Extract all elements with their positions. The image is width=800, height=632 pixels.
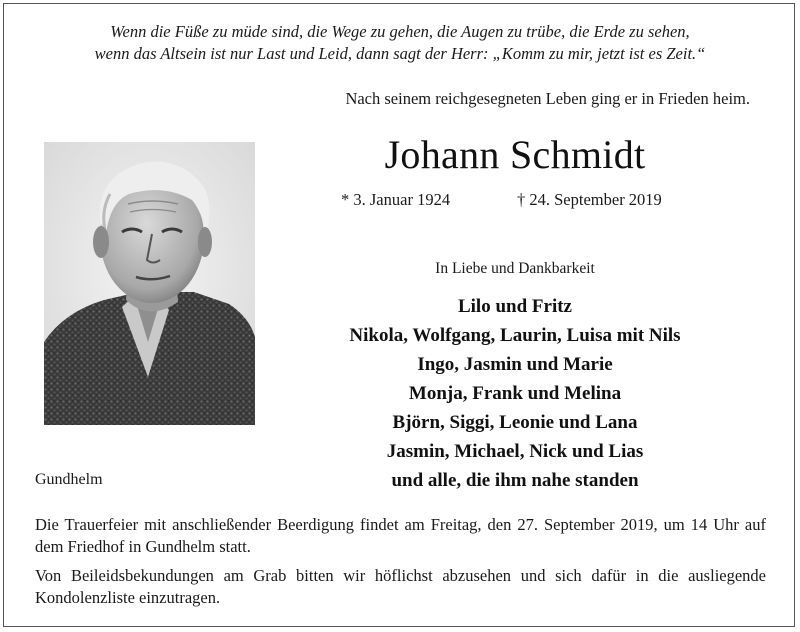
funeral-info: Die Trauerfeier mit anschließender Beerdigung findet am Freitag, den 27. September 2019, um 14 Uhr auf dem Friedhof in Gundhelm statt.	[35, 515, 766, 556]
mourner-line: Lilo und Fritz	[457, 296, 572, 317]
mourner-line: und alle, die ihm nahe standen	[391, 470, 639, 491]
mourner-line: Nikola, Wolfgang, Laurin, Luisa mit Nils	[349, 325, 681, 346]
mourner-line: Ingo, Jasmin und Marie	[417, 354, 613, 375]
death-date: † 24. September 2019	[517, 190, 662, 209]
birth-date: * 3. Januar 1924	[341, 190, 451, 209]
mourner-line: Björn, Siggi, Leonie und Lana	[392, 412, 638, 433]
poem-line-2: wenn das Altsein ist nur Last und Leid, dann sagt der Herr: „Komm zu mir, jetzt ist es Zeit.“	[94, 44, 706, 63]
mourner-line: Monja, Frank und Melina	[408, 383, 622, 404]
portrait-illustration	[44, 142, 255, 425]
deceased-name: Johann Schmidt	[384, 132, 646, 177]
intro-text: Nach seinem reichgesegneten Leben ging er in Frieden heim.	[345, 89, 750, 108]
condolence-note: Von Beileidsbekundungen am Grab bitten wir höflichst abzusehen und sich dafür in die ausliegende Kondolenzliste einzutragen.	[35, 566, 766, 607]
dedication-text: In Liebe und Dankbarkeit	[435, 260, 595, 277]
mourner-line: Jasmin, Michael, Nick und Lias	[386, 441, 644, 462]
poem-line-1: Wenn die Füße zu müde sind, die Wege zu gehen, die Augen zu trübe, die Erde zu sehen,	[110, 22, 690, 41]
portrait-photo	[44, 142, 255, 425]
mourners-list	[280, 292, 750, 495]
place-name: Gundhelm	[35, 471, 103, 488]
